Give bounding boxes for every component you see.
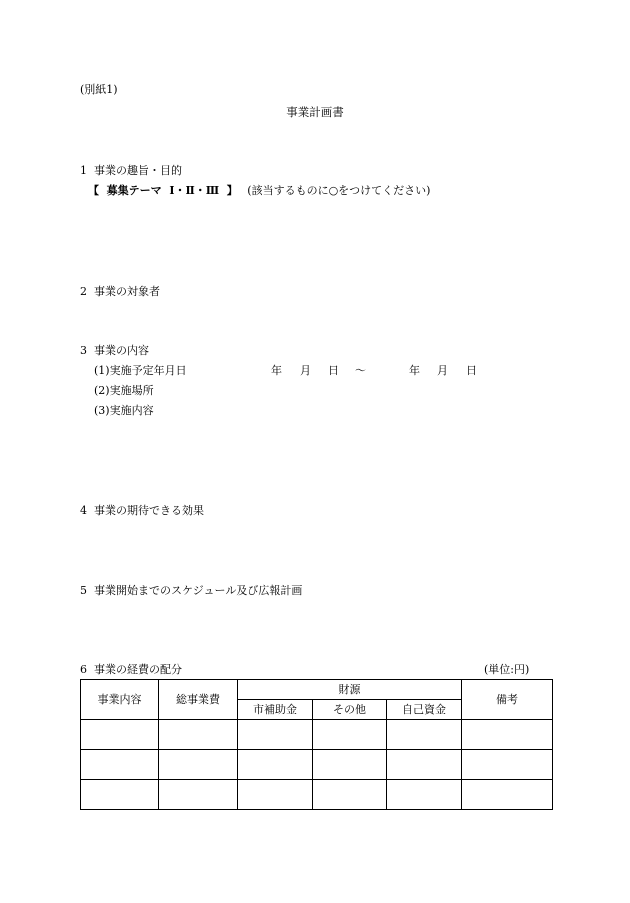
table-cell[interactable] bbox=[387, 750, 462, 780]
header-total: 総事業費 bbox=[159, 680, 238, 720]
date-from-day: 日 bbox=[328, 364, 339, 377]
table-cell[interactable] bbox=[81, 780, 159, 810]
table-cell[interactable] bbox=[159, 720, 238, 750]
table-cell[interactable] bbox=[159, 750, 238, 780]
table-cell[interactable] bbox=[462, 780, 553, 810]
table-cell[interactable] bbox=[81, 720, 159, 750]
header-funding: 財源 bbox=[238, 680, 462, 700]
table-cell[interactable] bbox=[387, 780, 462, 810]
theme-instruction: (該当するものに○をつけてください) bbox=[247, 184, 431, 197]
header-city-subsidy: 市補助金 bbox=[238, 700, 313, 720]
table-cell[interactable] bbox=[462, 720, 553, 750]
table-cell[interactable] bbox=[462, 750, 553, 780]
header-notes: 備考 bbox=[462, 680, 553, 720]
table-row bbox=[81, 750, 553, 780]
section-6-heading: 6 事業の経費の配分 bbox=[80, 663, 182, 676]
table-cell[interactable] bbox=[81, 750, 159, 780]
table-cell[interactable] bbox=[238, 750, 313, 780]
table-cell[interactable] bbox=[313, 720, 387, 750]
table-cell[interactable] bbox=[159, 780, 238, 810]
theme-selector bbox=[88, 184, 430, 197]
date-to-year: 年 bbox=[409, 364, 420, 377]
attachment-label: (別紙1) bbox=[80, 83, 118, 96]
date-range-tilde: 〜 bbox=[355, 364, 366, 377]
table-cell[interactable] bbox=[387, 720, 462, 750]
header-other: その他 bbox=[313, 700, 387, 720]
section-5-heading: 5 事業開始までのスケジュール及び広報計画 bbox=[80, 584, 303, 597]
table-cell[interactable] bbox=[313, 780, 387, 810]
header-content: 事業内容 bbox=[81, 680, 159, 720]
table-cell[interactable] bbox=[313, 750, 387, 780]
budget-table bbox=[80, 679, 553, 810]
table-row bbox=[81, 720, 553, 750]
theme-options: 【 募集テーマ Ⅰ・Ⅱ・Ⅲ 】 bbox=[88, 184, 238, 197]
item-1-label: (1)実施予定年月日 bbox=[94, 364, 187, 377]
section-4-heading: 4 事業の期待できる効果 bbox=[80, 504, 204, 517]
item-3-label: (3)実施内容 bbox=[94, 404, 154, 417]
date-to-month: 月 bbox=[437, 364, 448, 377]
item-2-label: (2)実施場所 bbox=[94, 384, 154, 397]
date-from-month: 月 bbox=[300, 364, 311, 377]
table-row bbox=[81, 780, 553, 810]
header-own-funds: 自己資金 bbox=[387, 700, 462, 720]
table-cell[interactable] bbox=[238, 780, 313, 810]
section-1-heading: 1 事業の趣旨・目的 bbox=[80, 164, 182, 177]
unit-label: (単位:円) bbox=[484, 663, 530, 676]
section-3-heading: 3 事業の内容 bbox=[80, 344, 149, 357]
date-to-day: 日 bbox=[466, 364, 477, 377]
section-2-heading: 2 事業の対象者 bbox=[80, 285, 160, 298]
page-title: 事業計画書 bbox=[286, 105, 344, 119]
date-from-year: 年 bbox=[271, 364, 282, 377]
table-cell[interactable] bbox=[238, 720, 313, 750]
